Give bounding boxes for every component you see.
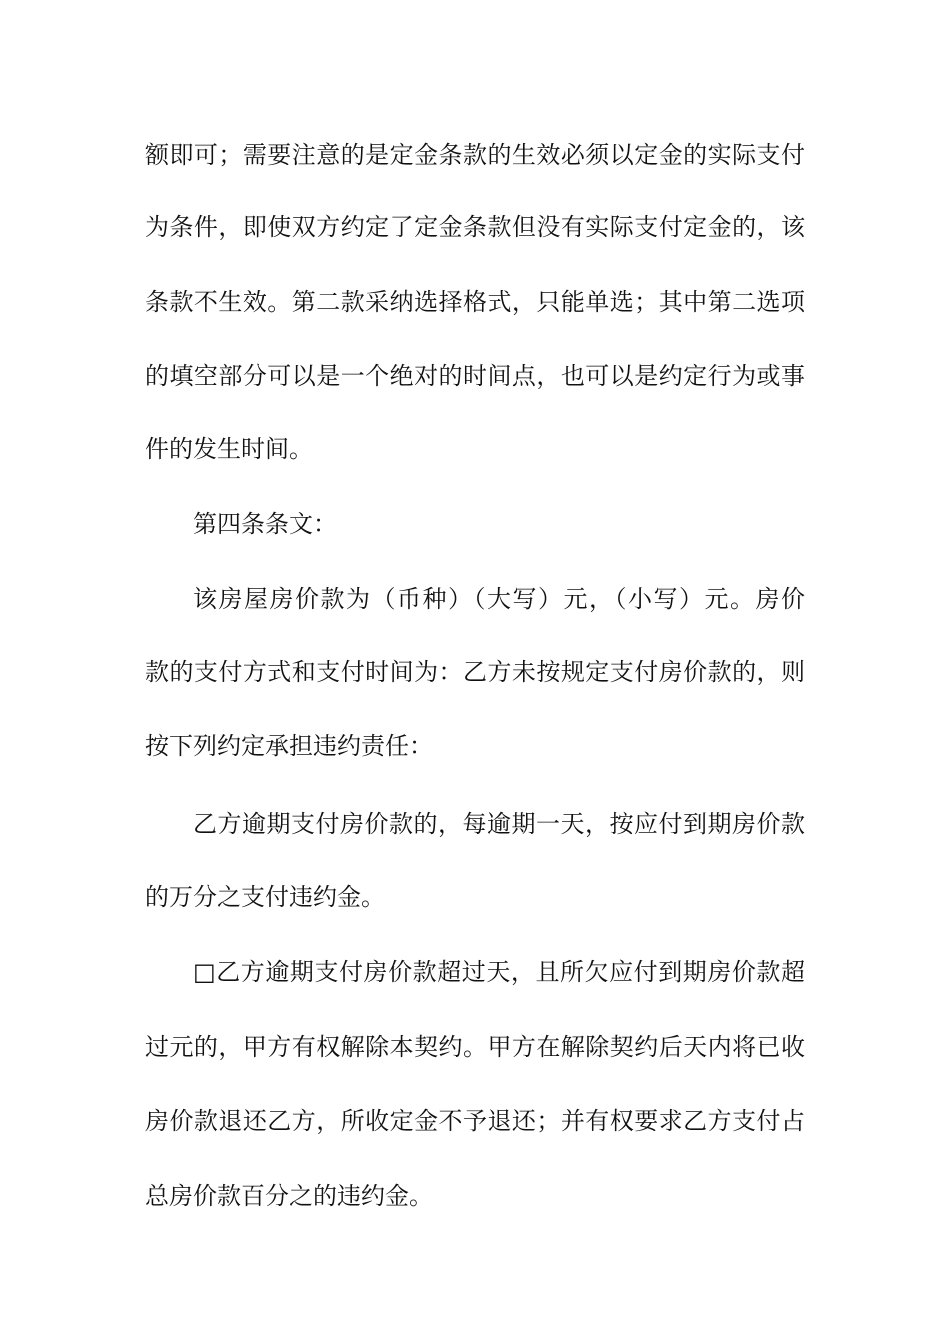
paragraph-5-line-4: 总房价款百分之的违约金。 [145,1182,433,1210]
paragraph-1-line-3: 条款不生效。第二款采纳选择格式，只能单选；其中第二选项 [145,288,805,316]
paragraph-5-line-2: 过元的，甲方有权解除本契约。甲方在解除契约后天内将已收 [145,1033,805,1061]
paragraph-4-line-2: 的万分之支付违约金。 [145,883,385,911]
paragraph-1-line-5: 件的发生时间。 [145,435,313,463]
paragraph-1-line-2: 为条件，即使双方约定了定金条款但没有实际支付定金的，该 [145,213,805,241]
paragraph-3-line-3: 按下列约定承担违约责任： [145,732,433,760]
paragraph-3-line-1: 该房屋房价款为（币种）（大写）元，（小写）元。房价 [193,585,805,613]
article-4-heading: 第四条条文： [193,510,337,538]
paragraph-4-line-1: 乙方逾期支付房价款的，每逾期一天，按应付到期房价款 [193,810,805,838]
paragraph-1-line-1: 额即可；需要注意的是定金条款的生效必须以定金的实际支付 [145,141,805,169]
paragraph-1-line-4: 的填空部分可以是一个绝对的时间点，也可以是约定行为或事 [145,362,805,390]
paragraph-3-line-2: 款的支付方式和支付时间为：乙方未按规定支付房价款的，则 [145,658,805,686]
paragraph-5-line-1: □乙方逾期支付房价款超过天，且所欠应付到期房价款超 [193,958,805,986]
paragraph-5-line-3: 房价款退还乙方，所收定金不予退还；并有权要求乙方支付占 [145,1107,805,1135]
